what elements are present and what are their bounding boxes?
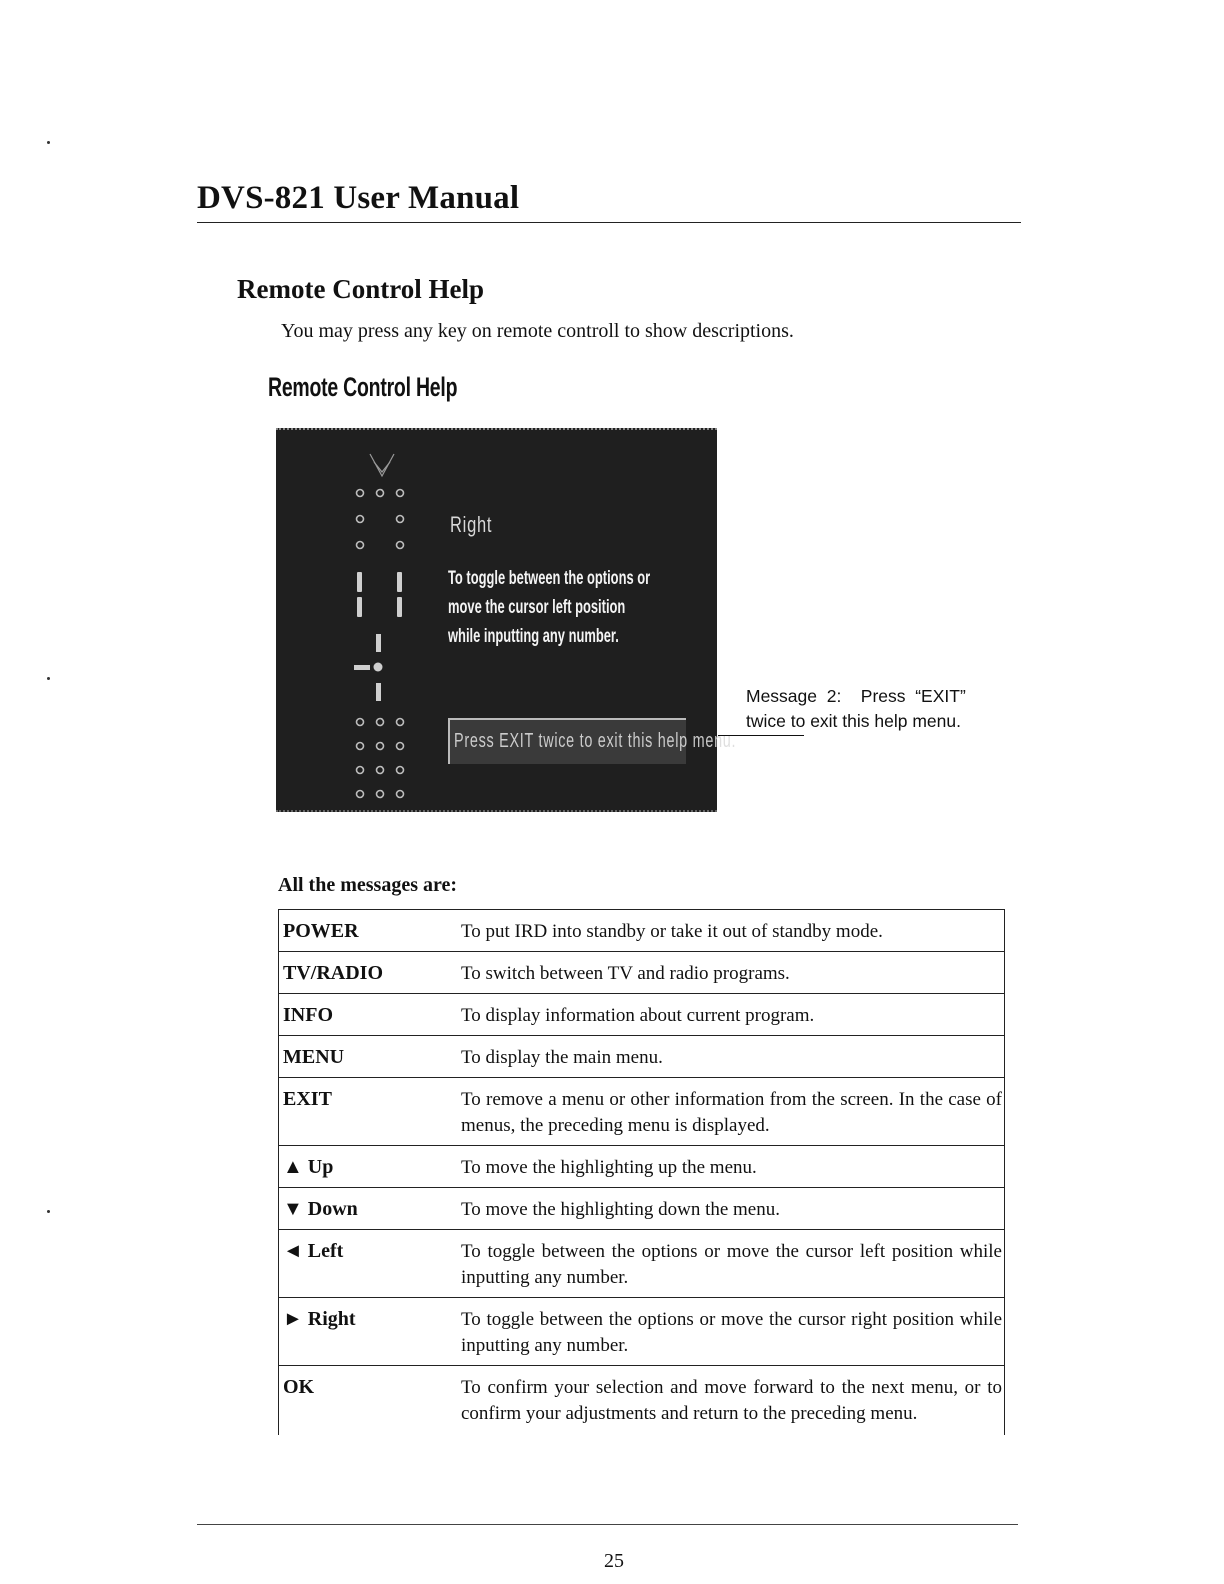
table-key: EXIT (283, 1088, 332, 1110)
table-description: To confirm your selection and move forward to the next menu, or to confirm your adjustments and return to the preceding menu. (461, 1377, 1002, 1424)
table-description: To display information about current program. (461, 1005, 815, 1026)
table-row (278, 1297, 1005, 1365)
section-intro: You may press any key on remote controll to show descriptions. (281, 320, 794, 342)
table-description: To remove a menu or other information from the screen. In the case of menus, the preceding menu is displayed. (461, 1089, 1002, 1136)
messages-label: All the messages are: (278, 874, 458, 896)
screen-heading: Remote Control Help (268, 372, 458, 402)
table-key: ◄ Left (283, 1240, 344, 1262)
table-row (278, 1365, 1005, 1435)
table-description: To toggle between the options or move the cursor left position while inputting any number. (461, 1241, 1002, 1288)
screen-key-title: Right (450, 512, 493, 537)
table-key: POWER (283, 920, 359, 942)
callout-annotation (746, 684, 966, 734)
table-key: ▲ Up (283, 1156, 334, 1178)
table-description: To move the highlighting down the menu. (461, 1199, 780, 1220)
screen-desc-line: To toggle between the options or (448, 568, 651, 589)
messages-table (278, 909, 1005, 1435)
table-row (278, 1077, 1005, 1145)
table-row (278, 1035, 1005, 1077)
callout-leader-line (718, 735, 804, 736)
section-heading: Remote Control Help (237, 274, 484, 304)
margin-mark (47, 141, 50, 144)
table-key: MENU (283, 1046, 345, 1068)
footer-divider (197, 1524, 1018, 1525)
table-row (278, 909, 1005, 951)
table-row (278, 1187, 1005, 1229)
table-row (278, 951, 1005, 993)
title-divider (197, 222, 1021, 223)
screen-desc-line: while inputting any number. (448, 626, 619, 647)
screen-message-text: Press EXIT twice to exit this help menu. (454, 730, 737, 752)
screen-desc-line: move the cursor left position (448, 597, 626, 618)
table-key: INFO (283, 1004, 333, 1026)
table-description: To display the main menu. (461, 1047, 663, 1068)
table-row (278, 993, 1005, 1035)
margin-mark (47, 1210, 50, 1213)
screen-key-description (448, 564, 666, 651)
table-key: TV/RADIO (283, 962, 384, 984)
table-description: To put IRD into standby or take it out of standby mode. (461, 921, 883, 942)
document-title: DVS-821 User Manual (197, 180, 520, 216)
callout-line-1: Message 2: Press “EXIT” (746, 686, 966, 706)
margin-mark (47, 677, 50, 680)
page-number: 25 (604, 1550, 624, 1572)
table-key: ▼ Down (283, 1198, 358, 1220)
table-key: ► Right (283, 1308, 356, 1330)
table-description: To toggle between the options or move the cursor right position while inputting any number. (461, 1309, 1002, 1356)
remote-control-icon (346, 440, 418, 800)
screen-message-bar (448, 718, 737, 764)
table-key: OK (283, 1376, 315, 1398)
table-description: To move the highlighting up the menu. (461, 1157, 757, 1178)
table-row (278, 1229, 1005, 1297)
table-row (278, 1145, 1005, 1187)
table-description: To switch between TV and radio programs. (461, 963, 790, 984)
help-screen-screenshot (276, 428, 737, 812)
callout-line-2: twice to exit this help menu. (746, 711, 961, 731)
